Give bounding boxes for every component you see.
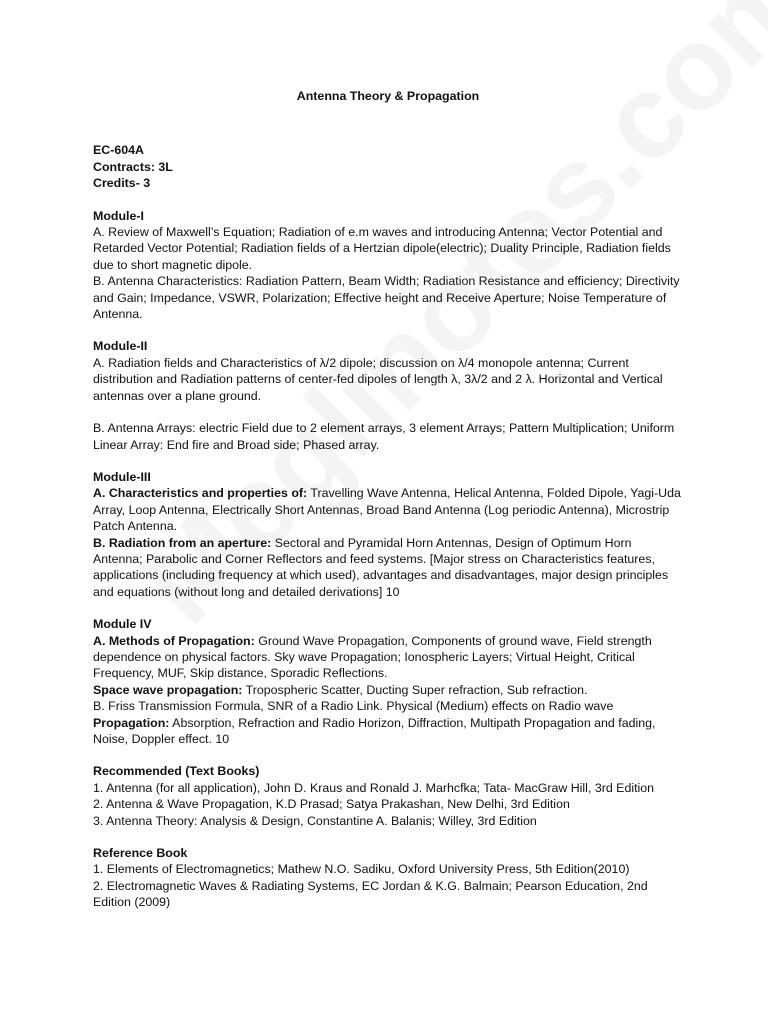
textbook-item: 2. Antenna & Wave Propagation, K.D Prasad; Satya Prakashan, New Delhi, 3rd Edition: [93, 797, 570, 812]
module-4-space-wave-label: Space wave propagation:: [93, 682, 243, 697]
module-3-part-b: [93, 535, 683, 601]
module-3-heading: Module-III: [93, 469, 151, 484]
module-4-part-a-label: A. Methods of Propagation:: [93, 633, 255, 648]
module-2-part-b: B. Antenna Arrays: electric Field due to 2 element arrays, 3 element Arrays; Pattern Multiplication; Uniform Linear Array: End fire and Broad side; Phased array.: [93, 421, 675, 452]
document-page: [93, 88, 683, 927]
reference-item: 1. Elements of Electromagnetics; Mathew N.O. Sadiku, Oxford University Press, 5th Edition(2010): [93, 862, 630, 877]
module-3-part-a-text: Travelling Wave Antenna, Helical Antenna, Folded Dipole, Yagi-Uda Array, Loop Antenna, Electrically Short Antennas, Broad Band Antenna (Log periodic Antenna), Microstrip Patch Antenna.: [93, 486, 681, 534]
module-2-heading: Module-II: [93, 339, 148, 354]
module-1-part-b: B. Antenna Characteristics: Radiation Pattern, Beam Width; Radiation Resistance and efficiency; Directivity and Gain; Impedance, VSWR, Polarization; Effective height and Receive Aperture; Noise Temperature of Antenna.: [93, 274, 680, 322]
textbook-item: 1. Antenna (for all application), John D. Kraus and Ronald J. Marhcfka; Tata- MacGraw Hill, 3rd Edition: [93, 780, 655, 795]
module-3-part-a-label: A. Characteristics and properties of:: [93, 486, 308, 501]
module-4-part-b: [93, 698, 683, 747]
course-credits: Credits- 3: [93, 176, 151, 191]
module-4-part-a: [93, 633, 683, 682]
module-3-part-b-label: B. Radiation from an aperture:: [93, 535, 272, 550]
reference-heading: Reference Book: [93, 846, 188, 861]
module-4-space-wave-text: Tropospheric Scatter, Ducting Super refraction, Sub refraction.: [242, 682, 588, 697]
module-4: [93, 616, 683, 747]
module-2-part-a: A. Radiation fields and Characteristics of λ/2 dipole; discussion on λ/4 monopole antenna; Current distribution and Radiation patterns of center-fed dipoles of length λ, 3λ/2 and 2 λ. Horizontal and Vertical antennas over a plane ground.: [93, 355, 663, 403]
module-4-part-b-label: Propagation:: [93, 715, 170, 730]
document-title: Antenna Theory & Propagation: [296, 89, 480, 103]
module-3-part-a: [93, 485, 683, 534]
textbook-item: 3. Antenna Theory: Analysis & Design, Constantine A. Balanis; Willey, 3rd Edition: [93, 813, 537, 828]
reference-section: [93, 845, 683, 911]
module-4-heading: Module IV: [93, 617, 152, 632]
module-4-part-a-text: Ground Wave Propagation, Components of ground wave, Field strength dependence on physical factors. Sky wave Propagation; Ionospheric Layers; Virtual Height, Critical Frequency, MUF, Skip distance, Sporadic Reflections.: [93, 633, 652, 681]
course-header: [93, 142, 683, 191]
reference-item: 2. Electromagnetic Waves & Radiating Systems, EC Jordan & K.G. Balmain; Pearson Education, 2nd Edition (2009): [93, 878, 648, 910]
course-contracts: Contracts: 3L: [93, 159, 173, 174]
module-3: [93, 469, 683, 600]
course-code: EC-604A: [93, 143, 144, 158]
textbooks-section: [93, 763, 683, 829]
module-4-space-wave: [93, 682, 683, 698]
textbooks-heading: Recommended (Text Books): [93, 764, 260, 779]
module-1: [93, 208, 683, 323]
module-2: [93, 338, 683, 452]
module-1-part-a: A. Review of Maxwell’s Equation; Radiation of e.m waves and introducing Antenna; Vector Potential and Retarded Vector Potential; Radiation fields of a Hertzian dipole(electric); Duality Principle, Radiation fields due to short magnetic dipole.: [93, 225, 671, 272]
module-4-part-b-text-2: Absorption, Refraction and Radio Horizon, Diffraction, Multipath Propagation and fading, Noise, Doppler effect. 10: [93, 715, 656, 746]
module-1-heading: Module-I: [93, 208, 144, 223]
module-3-part-b-text: Sectoral and Pyramidal Horn Antennas, Design of Optimum Horn Antenna; Parabolic and Corner Reflectors and feed systems. [Major stress on Characteristics features, applications (including frequency at which used), advantages and disadvantages, major design principles and equations (without long and detailed derivations] 10: [93, 535, 669, 599]
module-4-part-b-text-1: B. Friss Transmission Formula, SNR of a Radio Link. Physical (Medium) effects on Radio wave: [93, 699, 614, 714]
